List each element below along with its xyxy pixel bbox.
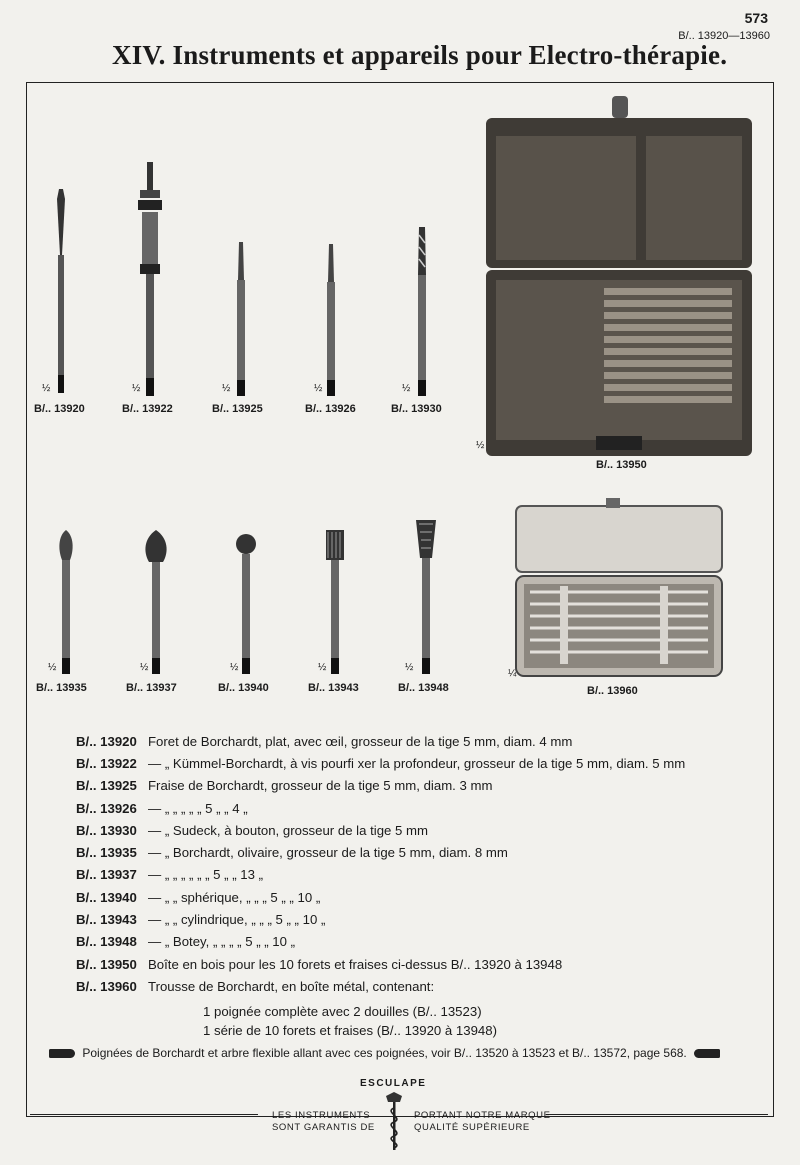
reference-note — [45, 1046, 724, 1060]
figure-label: B/.. 13925 — [212, 403, 263, 415]
wooden-box-13950-illustration — [486, 96, 754, 458]
footer-left-line: LES INSTRUMENTS — [272, 1110, 371, 1121]
scale-mark: ½ — [140, 662, 149, 673]
burr-13926-illustration — [322, 242, 340, 402]
item-code: B/.. 13948 — [76, 934, 137, 950]
item-code: B/.. 13943 — [76, 912, 137, 928]
item-code: B/.. 13930 — [76, 822, 137, 838]
burr-13948-illustration — [414, 518, 438, 676]
burr-13937-illustration — [141, 528, 171, 676]
metal-box-13960-illustration — [512, 496, 726, 682]
figure-label: B/.. 13937 — [126, 682, 177, 694]
scale-mark: ½ — [42, 383, 51, 394]
scale-mark: ½ — [405, 662, 414, 673]
item-code: B/.. 13940 — [76, 889, 137, 905]
pointing-hand-icon — [49, 1049, 75, 1058]
figure-label: B/.. 13935 — [36, 682, 87, 694]
list-item — [76, 730, 766, 752]
item-description: Trousse de Borchardt, en boîte métal, contenant: — [148, 978, 435, 994]
item-description: — „ „ cylindrique, „ „ „ 5 „ „ 10 „ — [148, 912, 326, 928]
item-code: B/.. 13950 — [76, 956, 137, 972]
figure-label: B/.. 13922 — [122, 403, 173, 415]
footer-rule-left — [30, 1114, 258, 1115]
item-description: — „ Borchardt, olivaire, grosseur de la tige 5 mm, diam. 8 mm — [148, 845, 508, 861]
scale-mark: ½ — [222, 383, 231, 394]
brand-mark-text: ESCULAPE — [360, 1078, 427, 1089]
item-description: — „ „ „ „ „ „ 5 „ „ 13 „ — [148, 867, 264, 883]
list-item — [76, 797, 766, 819]
figure-label: B/.. 13960 — [587, 685, 638, 697]
list-item — [76, 908, 766, 930]
pointing-hand-icon — [694, 1049, 720, 1058]
burr-13940-illustration — [234, 532, 258, 676]
item-description: Foret de Borchardt, plat, avec œil, grosseur de la tige 5 mm, diam. 4 mm — [148, 733, 573, 749]
burr-13935-illustration — [55, 528, 77, 676]
scale-mark: ¼ — [508, 668, 517, 679]
item-description: — „ Botey, „ „ „ „ 5 „ „ 10 „ — [148, 934, 296, 950]
list-item — [76, 953, 766, 975]
burr-13925-illustration — [232, 240, 250, 400]
item-description: — „ „ sphérique, „ „ „ 5 „ „ 10 „ — [148, 889, 321, 905]
item-description: — „ Sudeck, à bouton, grosseur de la tige 5 mm — [148, 822, 429, 838]
page-title: XIV. Instruments et appareils pour Electro-thérapie. — [112, 40, 728, 70]
item-description: Fraise de Borchardt, grosseur de la tige 5 mm, diam. 3 mm — [148, 778, 493, 794]
figure-label: B/.. 13926 — [305, 403, 356, 415]
list-item — [76, 841, 766, 863]
burr-13943-illustration — [324, 528, 346, 676]
list-item — [76, 819, 766, 841]
footer-text-right — [414, 1110, 551, 1134]
footer-left-line: SONT GARANTIS DE — [272, 1122, 375, 1133]
list-item — [76, 752, 766, 774]
figure-label: B/.. 13930 — [391, 403, 442, 415]
drill-13922-illustration — [134, 160, 166, 400]
scale-mark: ½ — [48, 662, 57, 673]
item-code: B/.. 13920 — [76, 733, 137, 749]
figure-label: B/.. 13943 — [308, 682, 359, 694]
figure-label: B/.. 13920 — [34, 403, 85, 415]
footer-rule-right — [546, 1114, 768, 1115]
list-item — [76, 886, 766, 908]
burr-13930-illustration — [413, 225, 431, 400]
list-item — [76, 775, 766, 797]
footer-right-line: PORTANT NOTRE MARQUE — [414, 1110, 551, 1121]
caduceus-logo-icon — [382, 1092, 406, 1154]
item-code: B/.. 13922 — [76, 755, 137, 771]
item-description: — „ Kümmel-Borchardt, à vis pourfi xer la profondeur, grosseur de la tige 5 mm, diam. 5 mm — [148, 755, 686, 771]
catalog-range: B/.. 13920—13960 — [678, 30, 770, 42]
footer-text-left — [272, 1110, 375, 1134]
figure-label: B/.. 13940 — [218, 682, 269, 694]
item-description: — „ „ „ „ „ 5 „ „ 4 „ — [148, 800, 248, 816]
reference-note-text: Poignées de Borchardt et arbre flexible allant avec ces poignées, voir B/.. 13520 à 13523 et B/.. 13572, page 568. — [82, 1046, 687, 1060]
item-code: B/.. 13960 — [76, 978, 137, 994]
scale-mark: ½ — [230, 662, 239, 673]
trousse-content-line: 1 série de 10 forets et fraises (B/.. 13920 à 13948) — [203, 1023, 497, 1038]
item-code: B/.. 13926 — [76, 800, 137, 816]
item-code: B/.. 13937 — [76, 867, 137, 883]
scale-mark: ½ — [132, 383, 141, 394]
list-item — [76, 864, 766, 886]
footer-right-line: QUALITÉ SUPÉRIEURE — [414, 1122, 530, 1133]
scale-mark: ½ — [476, 440, 485, 451]
list-item — [76, 975, 766, 997]
scale-mark: ½ — [402, 383, 411, 394]
item-list — [76, 730, 766, 998]
trousse-content-line: 1 poignée complète avec 2 douilles (B/.. 13523) — [203, 1004, 482, 1019]
figure-label: B/.. 13948 — [398, 682, 449, 694]
scale-mark: ½ — [318, 662, 327, 673]
list-item — [76, 931, 766, 953]
drill-13920-illustration — [50, 185, 72, 395]
item-code: B/.. 13925 — [76, 778, 137, 794]
page-number: 573 — [744, 10, 768, 26]
item-description: Boîte en bois pour les 10 forets et fraises ci-dessus B/.. 13920 à 13948 — [148, 956, 563, 972]
figure-label: B/.. 13950 — [596, 459, 647, 471]
scale-mark: ½ — [314, 383, 323, 394]
item-code: B/.. 13935 — [76, 845, 137, 861]
